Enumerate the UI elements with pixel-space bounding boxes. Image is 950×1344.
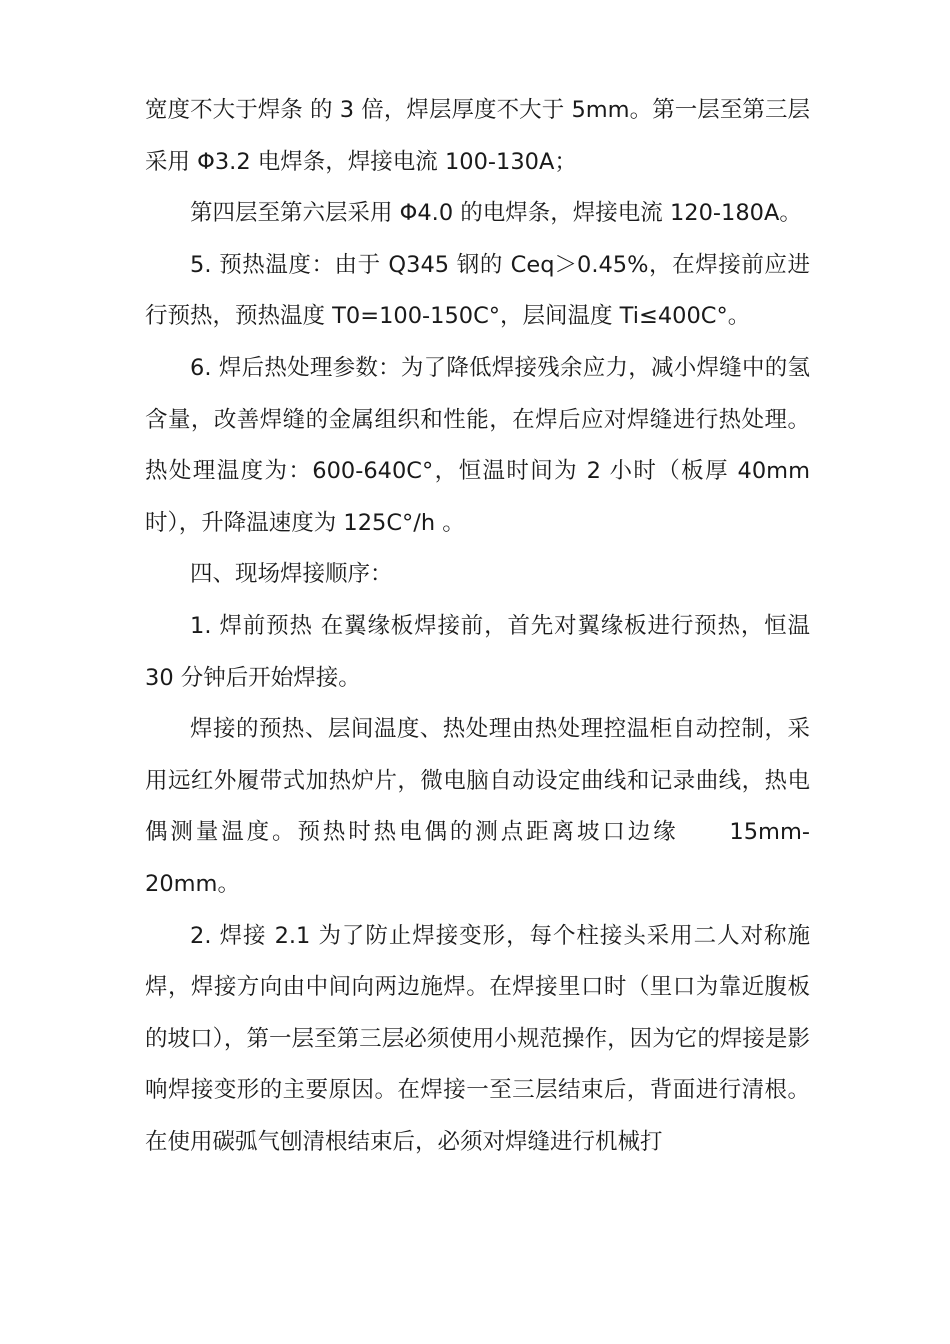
paragraph-2: 第四层至第六层采用 Φ4.0 的电焊条，焊接电流 120-180A。 xyxy=(190,200,802,227)
paragraph-8: 2. 焊接 2.1 为了防止焊接变形，每个柱接头采用二人对称施焊，焊接方向由中间向两边施焊。在焊接里口时（里口为靠近腹板的坡口），第一层至第三层必须使用小规范操作，因为它的焊接是影响焊接变形的主要原因。在焊接一至三层结束后，背面进行清根。在使用碳弧气刨清根结束后，必须对焊缝进行机械打 xyxy=(145,922,810,1155)
paragraph-1: 宽度不大于焊条 的 3 倍，焊层厚度不大于 5mm。第一层至第三层采用 Φ3.2 电焊条，焊接电流 100-130A； xyxy=(145,97,810,175)
paragraph-4: 6. 焊后热处理参数：为了降低焊接残余应力，减小焊缝中的氢含量，改善焊缝的金属组织和性能，在焊后应对焊缝进行热处理。热处理温度为：600-640C°，恒温时间为 2 小时（板厚 40mm 时），升降温速度为 125C°/h 。 xyxy=(145,354,810,536)
paragraph-3: 5. 预热温度：由于 Q345 钢的 Ceq＞0.45%，在焊接前应进行预热，预热温度 T0=100-150C°，层间温度 Ti≤400C°。 xyxy=(145,251,810,330)
section-heading: 四、现场焊接顺序： xyxy=(190,561,393,588)
document-page xyxy=(145,85,810,1168)
paragraph-6: 1. 焊前预热 在翼缘板焊接前，首先对翼缘板进行预热，恒温 30 分钟后开始焊接。 xyxy=(145,612,810,691)
paragraph-7: 焊接的预热、层间温度、热处理由热处理控温柜自动控制，采用远红外履带式加热炉片，微电脑自动设定曲线和记录曲线，热电偶测量温度。预热时热电偶的测点距离坡口边缘 15mm-20mm。 xyxy=(145,716,810,897)
